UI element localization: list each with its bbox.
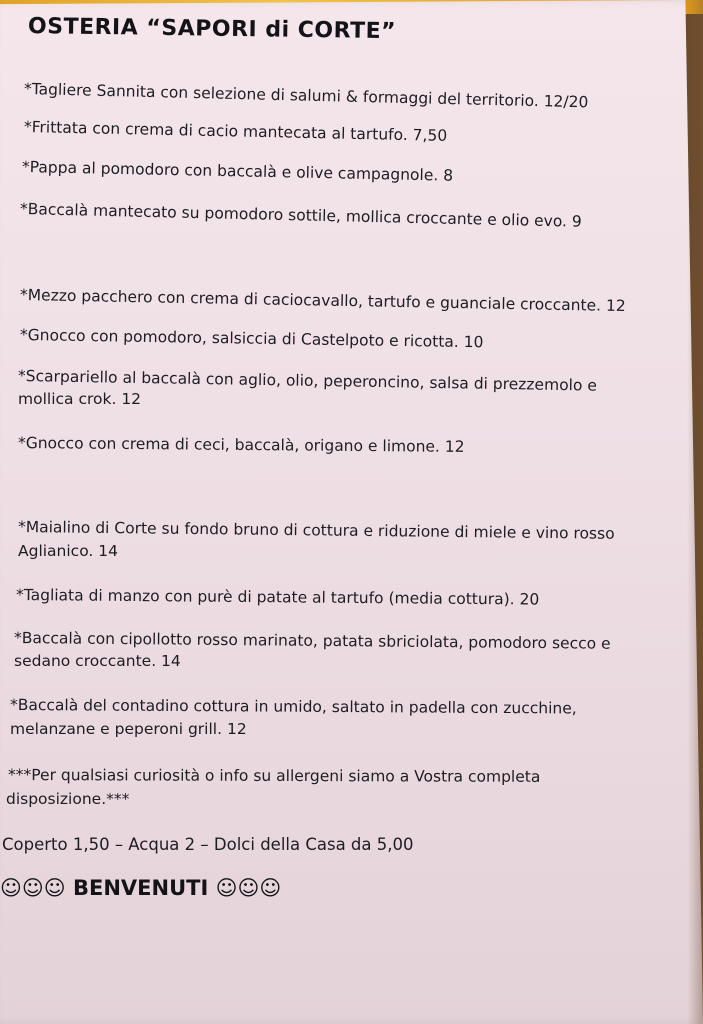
menu-item-scarpariello: *Scarpariello al baccalà con aglio, olio, peperoncino, salsa di prezzemolo e: [17, 367, 598, 395]
menu-item-baccala-contadino: *Baccalà del contadino cottura in umido, saltato in padella con zucchine,: [9, 696, 577, 718]
menu-item-scarpariello-cont: mollica crok. 12: [18, 390, 142, 408]
menu-item-baccala-cipollotto-cont: sedano croccante. 14: [14, 652, 181, 670]
prices-line: Coperto 1,50 – Acqua 2 – Dolci della Casa da 5,00: [2, 835, 414, 854]
menu-item-gnocco-pomodoro: *Gnocco con pomodoro, salsiccia di Castelpoto e ricotta. 10: [19, 326, 484, 352]
menu-item-pappa-al-pomodoro: *Pappa al pomodoro con baccalà e olive campagnole. 8: [21, 158, 454, 185]
menu-item-maialino-cont: Aglianico. 14: [18, 542, 118, 560]
allergen-note-cont: disposizione.***: [6, 790, 130, 808]
menu-item-baccala-mantecato: *Baccalà mantecato su pomodoro sottile, mollica croccante e olio evo. 9: [19, 200, 582, 231]
allergen-note: ***Per qualsiasi curiosità o info su allergeni siamo a Vostra completa: [7, 766, 541, 786]
menu-item-baccala-cipollotto: *Baccalà con cipollotto rosso marinato, patata sbriciolata, pomodoro secco e: [13, 629, 611, 653]
menu-item-maialino: *Maialino di Corte su fondo bruno di cottura e riduzione di miele e vino rosso: [17, 518, 615, 543]
menu-item-tagliata: *Tagliata di manzo con purè di patate al tartufo (media cottura). 20: [15, 586, 540, 609]
menu-item-baccala-contadino-cont: melanzane e peperoni grill. 12: [10, 720, 247, 738]
paper-edge-shadow: [687, 0, 703, 1024]
menu-title: OSTERIA “SAPORI di CORTE”: [27, 14, 397, 45]
menu-item-tagliere: *Tagliere Sannita con selezione di salumi & formaggi del territorio. 12/20: [23, 80, 589, 112]
menu-item-gnocco-ceci: *Gnocco con crema di ceci, baccalà, origano e limone. 12: [17, 434, 465, 456]
menu-item-mezzo-pacchero: *Mezzo pacchero con crema di caciocavallo, tartufo e guanciale croccante. 12: [19, 286, 626, 316]
welcome-banner: ☺☺☺ BENVENUTI ☺☺☺: [0, 876, 282, 900]
menu-item-frittata: *Frittata con crema di cacio mantecata al tartufo. 7,50: [23, 118, 448, 145]
